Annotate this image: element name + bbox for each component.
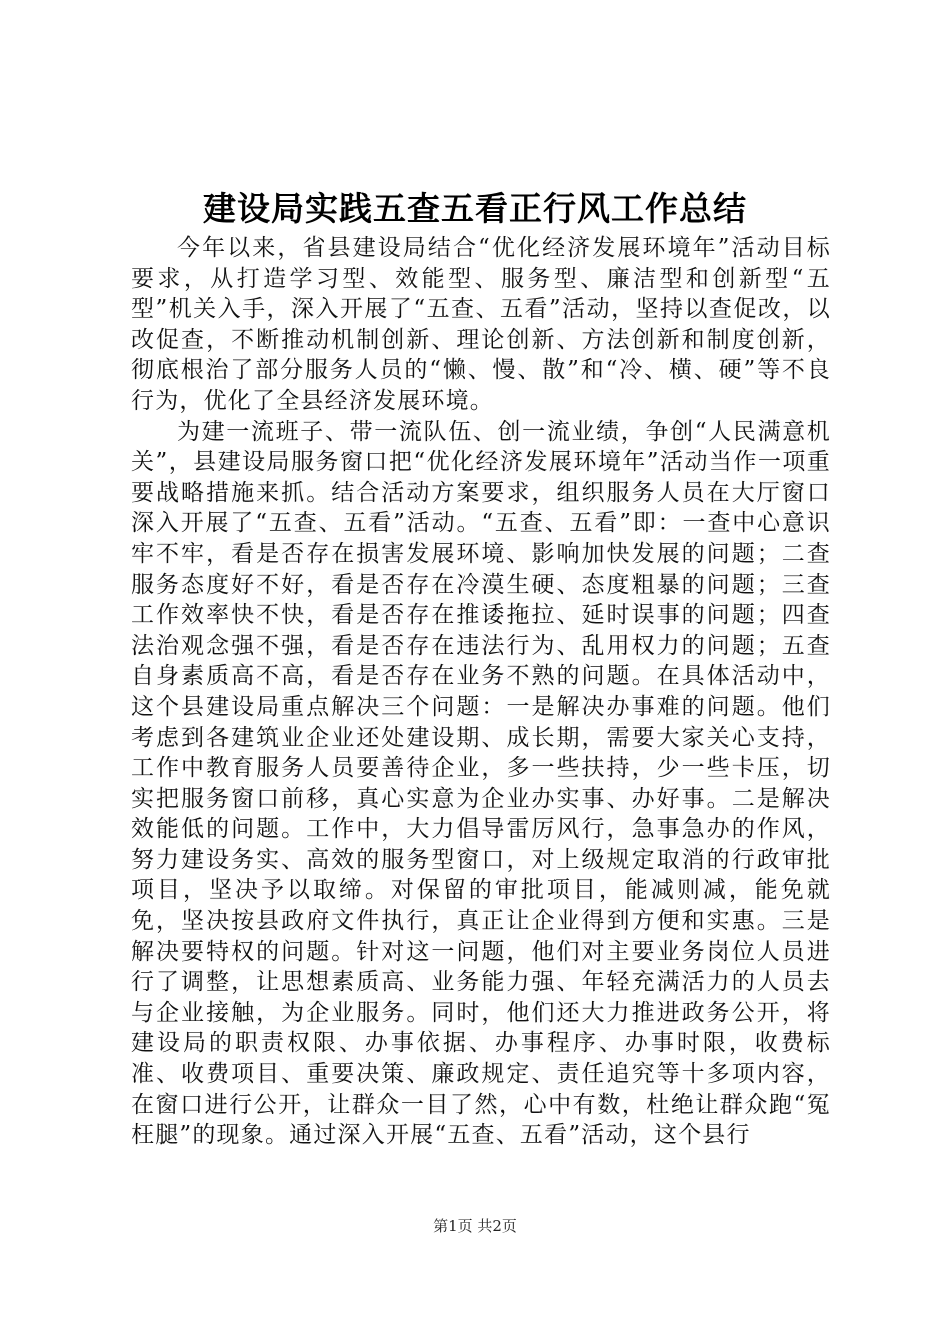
document-body bbox=[131, 233, 831, 1151]
page-footer: 第1页 共2页 bbox=[433, 1217, 517, 1235]
paragraph-five-checks: 为建一流班子、带一流队伍、创一流业绩，争创“人民满意机关”，县建设局服务窗口把“优化经济发展环境年”活动当作一项重要战略措施来抓。结合活动方案要求，组织服务人员在大厅窗口深入开展了“五查、五看”活动。“五查、五看”即：一查中心意识牢不牢，看是否存在损害发展环境、影响加快发展的问题；二查服务态度好不好，看是否存在冷漠生硬、态度粗暴的问题；三查工作效率快不快，看是否存在推诿拖拉、延时误事的问题；四查法治观念强不强，看是否存在违法行为、乱用权力的问题；五查自身素质高不高，看是否存在业务不熟的问题。在具体活动中，这个县建设局重点解决三个问题：一是解决办事难的问题。他们考虑到各建筑业企业还处建设期、成长期，需要大家关心支持，工作中教育服务人员要善待企业，多一些扶持，少一些卡压，切实把服务窗口前移，真心实意为企业办实事、办好事。二是解决效能低的问题。工作中，大力倡导雷厉风行，急事急办的作风，努力建设务实、高效的服务型窗口，对上级规定取消的行政审批项目，坚决予以取缔。对保留的审批项目，能减则减，能免就免，坚决按县政府文件执行，真正让企业得到方便和实惠。三是解决要特权的问题。针对这一问题，他们对主要业务岗位人员进行了调整，让思想素质高、业务能力强、年轻充满活力的人员去与企业接触，为企业服务。同时，他们还大力推进政务公开，将建设局的职责权限、办事依据、办事程序、办事时限，收费标准、收费项目、重要决策、廉政规定、责任追究等十多项内容，在窗口进行公开，让群众一目了然，心中有数，杜绝让群众跑“冤枉腿”的现象。通过深入开展“五查、五看”活动，这个县行 bbox=[131, 418, 831, 1149]
document-title: 建设局实践五查五看正行风工作总结 bbox=[203, 189, 747, 228]
paragraph-intro: 今年以来，省县建设局结合“优化经济发展环境年”活动目标要求，从打造学习型、效能型、服务型、廉洁型和创新型“五型”机关入手，深入开展了“五查、五看”活动，坚持以查促改，以改促查，不断推动机制创新、理论创新、方法创新和制度创新，彻底根治了部分服务人员的“懒、慢、散”和“冷、横、硬”等不良行为，优化了全县经济发展环境。 bbox=[131, 235, 831, 414]
